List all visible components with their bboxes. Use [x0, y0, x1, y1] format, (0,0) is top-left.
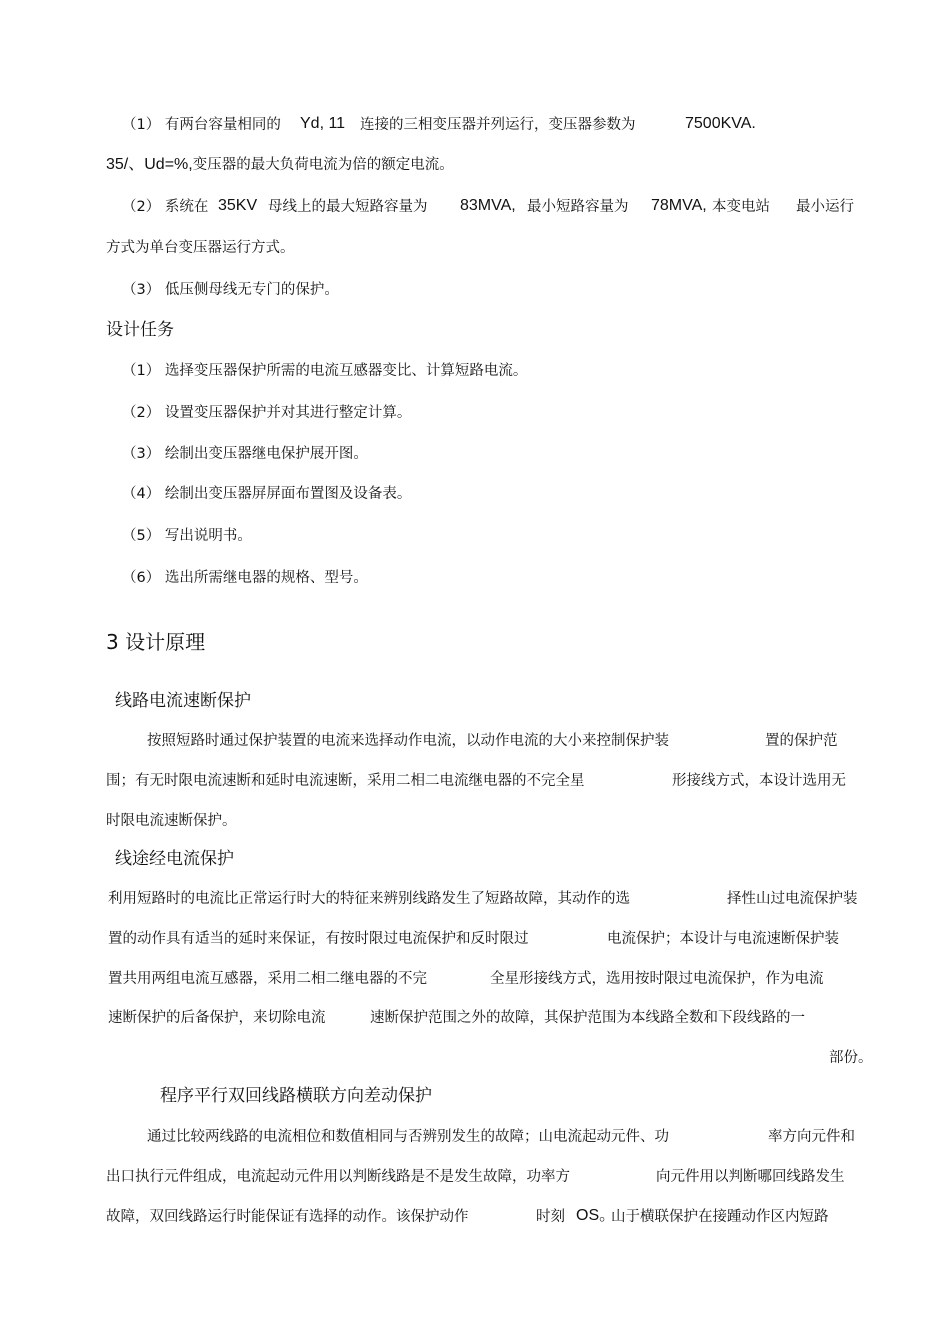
section-3-line-1b: 率方向元件和 — [768, 1129, 855, 1145]
text: 母线上的最大短路容量为 — [268, 199, 428, 215]
section-2-line-2b: 电流保护；本设计与电流速断保护装 — [607, 931, 839, 947]
task-2: （2） 设置变压器保护并对其进行整定计算。 — [122, 405, 412, 421]
section-2-line-4b: 速断保护范围之外的故障，其保护范围为本线路全数和下段线路的一 — [370, 1010, 805, 1026]
section-1-line-3: 时限电流速断保护。 — [106, 813, 237, 829]
section-3-line-2b: 向元件用以判断哪回线路发生 — [656, 1169, 845, 1185]
text: 35/、Ud=%, — [106, 156, 193, 173]
text: 78MVA, — [651, 197, 707, 214]
text: 7500KVA. — [685, 115, 756, 132]
task-5: （5） 写出说明书。 — [122, 528, 252, 544]
text: （3） 低压侧母线无专门的保护。 — [122, 282, 339, 298]
condition-1-line-2 — [106, 155, 454, 175]
condition-3 — [122, 280, 339, 300]
text: 方式为单台变压器运行方式。 — [106, 240, 295, 256]
task-1: （1） 选择变压器保护所需的电流互感器变比、计算短路电流。 — [122, 363, 528, 379]
condition-2-min-value — [651, 196, 707, 216]
condition-2-station — [712, 197, 770, 217]
section-3-line-3c: OS。 — [576, 1207, 616, 1224]
text: 35KV — [218, 197, 258, 214]
condition-1-line-1-cont — [360, 115, 636, 135]
section-2-line-2a: 置的动作具有适当的延时来保证，有按时限过电流保护和反时限过 — [108, 931, 529, 947]
section-2-line-3b: 全星形接线方式，选用按时限过电流保护，作为电流 — [490, 971, 824, 987]
condition-1-capacity — [685, 114, 756, 134]
task-3: （3） 绘制出变压器继电保护展开图。 — [122, 446, 368, 462]
text: （1） 有两台容量相同的 — [122, 117, 281, 133]
section-2-line-1b: 择性山过电流保护装 — [727, 891, 858, 907]
text: （2） 系统在 — [122, 199, 209, 215]
section-3-line-3d: 山于横联保护在接踵动作区内短路 — [611, 1209, 829, 1225]
condition-2-min-label — [527, 197, 629, 217]
condition-2-min-mode — [796, 197, 854, 217]
section-1-line-2a: 围；有无时限电流速断和延时电流速断，采用二相二电流继电器的不完全星 — [106, 773, 585, 789]
text: 83MVA, — [460, 197, 516, 214]
section-3-line-1a: 通过比较两线路的电流相位和数值相同与否辨别发生的故障；山电流起动元件、功 — [147, 1129, 669, 1145]
section-3-heading: 程序平行双回线路横联方向差动保护 — [160, 1086, 432, 1106]
condition-2-voltage — [218, 196, 257, 216]
condition-2-line-1 — [122, 197, 208, 217]
section-2-line-3a: 置共用两组电流互感器，采用二相二继电器的不完 — [108, 971, 427, 987]
section-1-line-1b: 置的保护范 — [765, 733, 838, 749]
task-4: （4） 绘制出变压器屏屏面布置图及设备表。 — [122, 486, 412, 502]
condition-2-max-label — [268, 197, 428, 217]
section-2-line-1a: 利用短路时的电流比正常运行时大的特征来辨别线路发生了短路故障，其动作的选 — [108, 891, 630, 907]
text: 本变电站 — [712, 199, 770, 215]
condition-2-line-2 — [106, 238, 295, 258]
tasks-heading: 设计任务 — [106, 320, 174, 340]
section-1-heading: 线路电流速断保护 — [115, 691, 251, 711]
section-2-heading: 线途经电流保护 — [115, 849, 234, 869]
condition-1-connection-group — [300, 114, 345, 134]
section-3-line-3b: 时刻 — [536, 1209, 565, 1225]
condition-2-max-value — [460, 196, 516, 216]
section-3-line-3a: 故障，双回线路运行时能保证有选择的动作。该保护动作 — [106, 1209, 469, 1225]
text: 变压器的最大负荷电流为倍的额定电流。 — [192, 157, 454, 173]
text: Yd, 11 — [300, 115, 346, 132]
section-2-line-5: 部份。 — [829, 1050, 873, 1066]
principle-heading: 3 设计原理 — [106, 630, 206, 654]
condition-1-line-1 — [122, 115, 281, 135]
text: 连接的三相变压器并列运行，变压器参数为 — [360, 117, 636, 133]
text: 最小短路容量为 — [527, 199, 629, 215]
section-1-line-2b: 形接线方式，本设计选用无 — [672, 773, 846, 789]
task-6: （6） 选出所需继电器的规格、型号。 — [122, 570, 368, 586]
section-1-line-1a: 按照短路时通过保护装置的电流来选择动作电流，以动作电流的大小来控制保护装 — [147, 733, 669, 749]
section-3-line-2a: 出口执行元件组成，电流起动元件用以判断线路是不是发生故障，功率方 — [106, 1169, 570, 1185]
section-2-line-4a: 速断保护的后备保护，来切除电流 — [108, 1010, 326, 1026]
text: 最小运行 — [796, 199, 854, 215]
